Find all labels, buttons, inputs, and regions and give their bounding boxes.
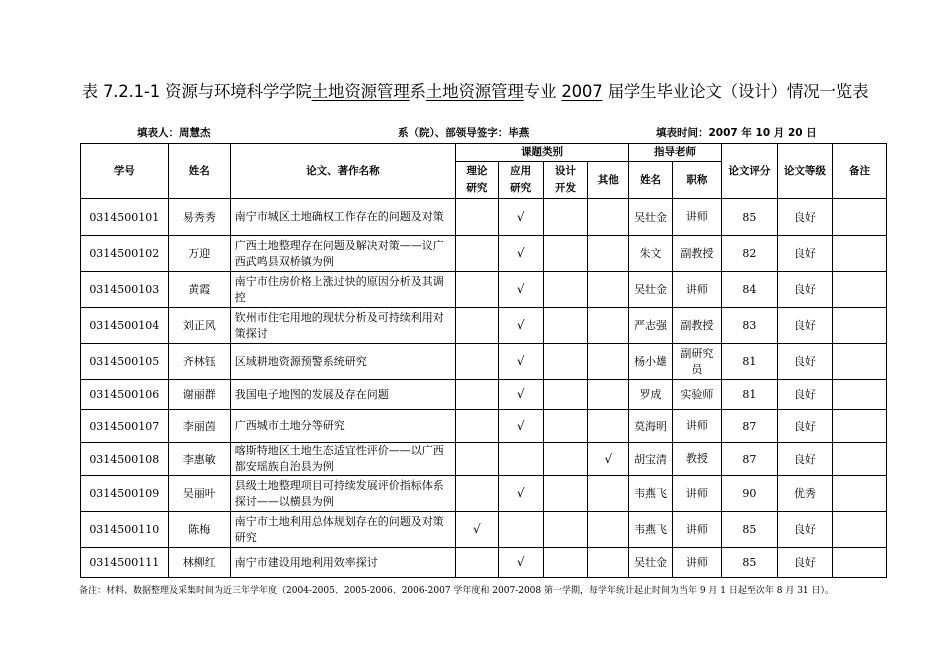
- theory-check-cell: [455, 308, 498, 344]
- table-row: [81, 512, 887, 548]
- grade-cell: 良好: [777, 272, 832, 308]
- header-paper-title: 论文、著作名称: [230, 144, 455, 199]
- design-check-cell: [543, 476, 588, 512]
- advisor-title-cell: 讲师: [672, 512, 721, 548]
- leader-signature-label: 系（院）、部领导签字：毕燕: [398, 127, 530, 139]
- score-cell: 81: [721, 344, 777, 380]
- table-row: [81, 548, 887, 578]
- theory-check-cell: [455, 344, 498, 380]
- advisor-name-cell: 莫海明: [629, 410, 673, 443]
- advisor-title-cell: 副教授: [672, 236, 721, 272]
- other-check-cell: [588, 272, 629, 308]
- advisor-name-cell: 吴壮金: [629, 272, 673, 308]
- theory-check-cell: √: [455, 512, 498, 548]
- score-cell: 84: [721, 272, 777, 308]
- grade-cell: 良好: [777, 410, 832, 443]
- advisor-name-cell: 吴壮金: [629, 199, 673, 236]
- score-cell: 83: [721, 308, 777, 344]
- advisor-title-cell: 教授: [672, 443, 721, 476]
- student-name-cell: 吴丽叶: [168, 476, 230, 512]
- student-name-cell: 谢丽群: [168, 380, 230, 410]
- thesis-table: [80, 143, 887, 578]
- theory-check-cell: [455, 548, 498, 578]
- title-dept: 土地资源管理: [311, 82, 410, 101]
- student-name-cell: 李惠敏: [168, 443, 230, 476]
- header-score: 论文评分: [721, 144, 777, 199]
- header-design: 设计开发: [543, 162, 588, 199]
- design-check-cell: [543, 380, 588, 410]
- design-check-cell: [543, 236, 588, 272]
- student-id-cell: 0314500106: [81, 380, 169, 410]
- score-cell: 85: [721, 512, 777, 548]
- paper-title-cell: 县级土地整理项目可持续发展评价指标体系探讨——以横县为例: [230, 476, 455, 512]
- advisor-name-cell: 韦燕飞: [629, 476, 673, 512]
- other-check-cell: √: [588, 443, 629, 476]
- document-title: [0, 78, 950, 102]
- remark-cell: [832, 548, 886, 578]
- other-check-cell: [588, 476, 629, 512]
- student-id-cell: 0314500111: [81, 548, 169, 578]
- table-row: [81, 236, 887, 272]
- fill-date-label: 填表时间：2007 年 10 月 20 日: [656, 127, 817, 139]
- header-student-name: 姓名: [168, 144, 230, 199]
- table-row: [81, 410, 887, 443]
- title-prefix: 表 7.2.1-1 资源与环境科学学院: [81, 82, 312, 101]
- paper-title-cell: 我国电子地图的发展及存在问题: [230, 380, 455, 410]
- student-id-cell: 0314500105: [81, 344, 169, 380]
- applied-check-cell: √: [498, 308, 543, 344]
- applied-check-cell: √: [498, 272, 543, 308]
- theory-check-cell: [455, 272, 498, 308]
- remark-cell: [832, 199, 886, 236]
- advisor-name-cell: 吴壮金: [629, 548, 673, 578]
- applied-check-cell: √: [498, 236, 543, 272]
- applied-check-cell: √: [498, 410, 543, 443]
- other-check-cell: [588, 410, 629, 443]
- score-cell: 90: [721, 476, 777, 512]
- title-suffix2: 届学生毕业论文（设计）情况一览表: [602, 82, 869, 101]
- paper-title-cell: 南宁市住房价格上涨过快的原因分析及其调控: [230, 272, 455, 308]
- student-id-cell: 0314500102: [81, 236, 169, 272]
- paper-title-cell: 区域耕地资源预警系统研究: [230, 344, 455, 380]
- table-row: [81, 272, 887, 308]
- theory-check-cell: [455, 199, 498, 236]
- design-check-cell: [543, 308, 588, 344]
- header-applied: 应用研究: [498, 162, 543, 199]
- score-cell: 87: [721, 443, 777, 476]
- score-cell: 81: [721, 380, 777, 410]
- advisor-title-cell: 讲师: [672, 548, 721, 578]
- header-advisor-title: 职称: [672, 162, 721, 199]
- grade-cell: 良好: [777, 344, 832, 380]
- table-body: [81, 199, 887, 578]
- header-other: 其他: [588, 162, 629, 199]
- grade-cell: 良好: [777, 199, 832, 236]
- header-advisor-name: 姓名: [629, 162, 673, 199]
- grade-cell: 良好: [777, 443, 832, 476]
- grade-cell: 良好: [777, 380, 832, 410]
- other-check-cell: [588, 548, 629, 578]
- design-check-cell: [543, 443, 588, 476]
- table-row: [81, 476, 887, 512]
- student-id-cell: 0314500104: [81, 308, 169, 344]
- applied-check-cell: √: [498, 548, 543, 578]
- remark-cell: [832, 308, 886, 344]
- other-check-cell: [588, 380, 629, 410]
- student-name-cell: 易秀秀: [168, 199, 230, 236]
- applied-check-cell: √: [498, 344, 543, 380]
- score-cell: 85: [721, 199, 777, 236]
- paper-title-cell: 南宁市城区土地确权工作存在的问题及对策: [230, 199, 455, 236]
- student-name-cell: 万迎: [168, 236, 230, 272]
- design-check-cell: [543, 410, 588, 443]
- title-mid: 系: [409, 82, 426, 101]
- advisor-name-cell: 朱文: [629, 236, 673, 272]
- score-cell: 85: [721, 548, 777, 578]
- student-id-cell: 0314500110: [81, 512, 169, 548]
- advisor-name-cell: 胡宝清: [629, 443, 673, 476]
- remark-cell: [832, 380, 886, 410]
- header-advisor: 指导老师: [629, 144, 722, 162]
- advisor-name-cell: 罗成: [629, 380, 673, 410]
- advisor-title-cell: 讲师: [672, 476, 721, 512]
- header-remark: 备注: [832, 144, 886, 199]
- advisor-title-cell: 讲师: [672, 272, 721, 308]
- student-name-cell: 刘正风: [168, 308, 230, 344]
- advisor-name-cell: 韦燕飞: [629, 512, 673, 548]
- score-cell: 87: [721, 410, 777, 443]
- applied-check-cell: [498, 512, 543, 548]
- table-row: [81, 380, 887, 410]
- header-topic-category: 课题类别: [455, 144, 628, 162]
- remark-cell: [832, 443, 886, 476]
- student-name-cell: 齐林钰: [168, 344, 230, 380]
- design-check-cell: [543, 344, 588, 380]
- paper-title-cell: 钦州市住宅用地的现状分析及可持续利用对策探讨: [230, 308, 455, 344]
- remark-cell: [832, 512, 886, 548]
- paper-title-cell: 南宁市建设用地利用效率探讨: [230, 548, 455, 578]
- grade-cell: 良好: [777, 548, 832, 578]
- filler-label: 填表人：周慧杰: [137, 127, 211, 139]
- theory-check-cell: [455, 410, 498, 443]
- remark-cell: [832, 272, 886, 308]
- form-meta-row: [0, 125, 950, 141]
- theory-check-cell: [455, 443, 498, 476]
- table-row: [81, 199, 887, 236]
- applied-check-cell: [498, 443, 543, 476]
- design-check-cell: [543, 548, 588, 578]
- paper-title-cell: 广西土地整理存在问题及解决对策——议广西武鸣县双桥镇为例: [230, 236, 455, 272]
- remark-cell: [832, 236, 886, 272]
- advisor-name-cell: 杨小雄: [629, 344, 673, 380]
- design-check-cell: [543, 512, 588, 548]
- other-check-cell: [588, 199, 629, 236]
- theory-check-cell: [455, 380, 498, 410]
- advisor-title-cell: 实验师: [672, 380, 721, 410]
- advisor-title-cell: 讲师: [672, 199, 721, 236]
- remark-cell: [832, 476, 886, 512]
- paper-title-cell: 喀斯特地区土地生态适宜性评价——以广西都安瑶族自治县为例: [230, 443, 455, 476]
- student-id-cell: 0314500107: [81, 410, 169, 443]
- advisor-name-cell: 严志强: [629, 308, 673, 344]
- title-year: 2007: [561, 82, 603, 101]
- table-row: [81, 308, 887, 344]
- title-suffix1: 专业: [523, 82, 562, 101]
- other-check-cell: [588, 236, 629, 272]
- advisor-title-cell: 讲师: [672, 410, 721, 443]
- student-id-cell: 0314500108: [81, 443, 169, 476]
- advisor-title-cell: 副研究员: [672, 344, 721, 380]
- student-id-cell: 0314500109: [81, 476, 169, 512]
- remark-cell: [832, 344, 886, 380]
- applied-check-cell: √: [498, 199, 543, 236]
- applied-check-cell: √: [498, 476, 543, 512]
- other-check-cell: [588, 344, 629, 380]
- applied-check-cell: √: [498, 380, 543, 410]
- header-student-id: 学号: [81, 144, 169, 199]
- paper-title-cell: 广西城市土地分等研究: [230, 410, 455, 443]
- footnote: 备注：材料、数据整理及采集时间为近三年学年度（2004-2005、2005-2006、2006-2007 学年度和 2007-2008 第一学期，每学年统计起止时间为当年 9 月 1 日起至次年 8 月 31 日）。: [79, 586, 835, 596]
- remark-cell: [832, 410, 886, 443]
- header-theory: 理论研究: [455, 162, 498, 199]
- grade-cell: 良好: [777, 308, 832, 344]
- paper-title-cell: 南宁市土地利用总体规划存在的问题及对策研究: [230, 512, 455, 548]
- other-check-cell: [588, 512, 629, 548]
- student-id-cell: 0314500101: [81, 199, 169, 236]
- grade-cell: 良好: [777, 236, 832, 272]
- grade-cell: 良好: [777, 512, 832, 548]
- theory-check-cell: [455, 476, 498, 512]
- header-grade: 论文等级: [777, 144, 832, 199]
- other-check-cell: [588, 308, 629, 344]
- design-check-cell: [543, 272, 588, 308]
- theory-check-cell: [455, 236, 498, 272]
- student-name-cell: 李丽茵: [168, 410, 230, 443]
- student-name-cell: 陈梅: [168, 512, 230, 548]
- table-row: [81, 344, 887, 380]
- table-row: [81, 443, 887, 476]
- grade-cell: 优秀: [777, 476, 832, 512]
- title-major: 土地资源管理: [425, 82, 524, 101]
- student-id-cell: 0314500103: [81, 272, 169, 308]
- student-name-cell: 黄霞: [168, 272, 230, 308]
- advisor-title-cell: 副教授: [672, 308, 721, 344]
- student-name-cell: 林柳红: [168, 548, 230, 578]
- design-check-cell: [543, 199, 588, 236]
- score-cell: 82: [721, 236, 777, 272]
